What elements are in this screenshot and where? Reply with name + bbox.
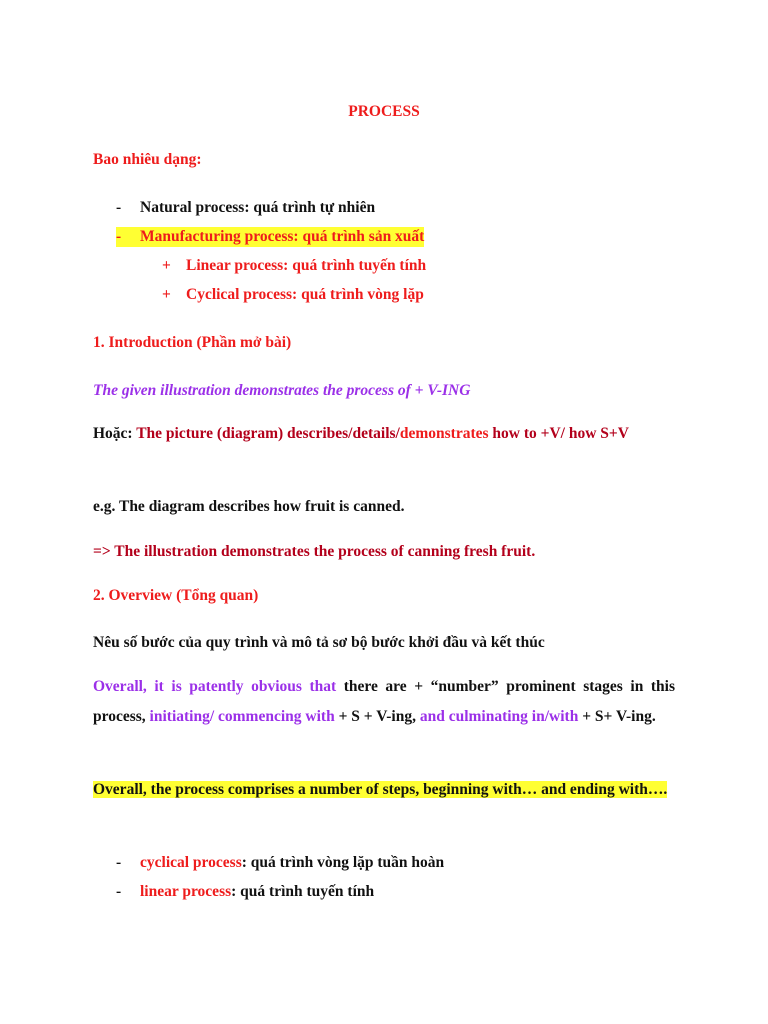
intro-answer: => The illustration demonstrates the process of canning fresh fruit. [93,543,536,560]
p1-initiating: initiating/ commencing with [149,707,335,725]
list-item-linear-term [116,882,374,902]
p1-culminating: and culminating in/with [419,707,579,725]
alt-part2: demonstrates [399,425,489,442]
linear-definition: : quá trình tuyến tính [231,883,375,900]
linear-term: linear process [140,883,232,900]
alt-part1: The picture (diagram) describes/details/ [136,425,400,442]
cyclical-definition: : quá trình vòng lặp tuần hoàn [241,854,445,871]
manufacturing-process-text: Manufacturing process: quá trình sản xuất [140,228,425,245]
dash-bullet: - [116,228,122,245]
overview-description: Nêu số bước của quy trình và mô tả sơ bộ bước khởi đầu và kết thúc [93,634,545,651]
linear-process-text: Linear process: quá trình tuyến tính [186,257,427,274]
overview-paragraph-1 [93,672,675,731]
p1-end: + S+ V-ing. [578,707,656,725]
overview-paragraph-2 [93,775,675,805]
p1-overall: Overall, it is patently obvious that [93,678,337,695]
dash-bullet: - [116,199,122,216]
intro-template: The given illustration demonstrates the process of + V-ING [93,382,471,399]
plus-bullet: + [162,286,171,303]
types-heading: Bao nhiêu dạng: [93,151,202,168]
list-item-linear [162,256,426,276]
list-item-manufacturing [116,227,424,247]
overview-heading: 2. Overview (Tổng quan) [93,587,259,604]
alt-label: Hoặc: [93,425,133,442]
p1-s-ving: + S + V-ing, [334,707,420,725]
cyclical-process-text: Cyclical process: quá trình vòng lặp [186,286,424,303]
natural-process-text: Natural process: quá trình tự nhiên [140,199,376,216]
intro-heading: 1. Introduction (Phần mở bài) [93,334,292,351]
p2-highlighted-text: Overall, the process comprises a number of steps, beginning with… and ending with…. [93,781,668,798]
plus-bullet: + [162,257,171,274]
list-item-cyclical-term [116,853,444,873]
dash-bullet: - [116,883,122,900]
cyclical-term: cyclical process [140,854,242,871]
intro-example: e.g. The diagram describes how fruit is canned. [93,498,405,515]
list-item-cyclical [162,285,424,305]
dash-bullet: - [116,854,122,871]
list-item-natural [116,198,375,218]
alt-part3: how to +V/ how S+V [492,425,629,442]
p1-stages: there are + “number” prominent stages in this process, [93,678,675,725]
intro-alternative [93,419,675,449]
page-title: PROCESS [348,103,420,120]
